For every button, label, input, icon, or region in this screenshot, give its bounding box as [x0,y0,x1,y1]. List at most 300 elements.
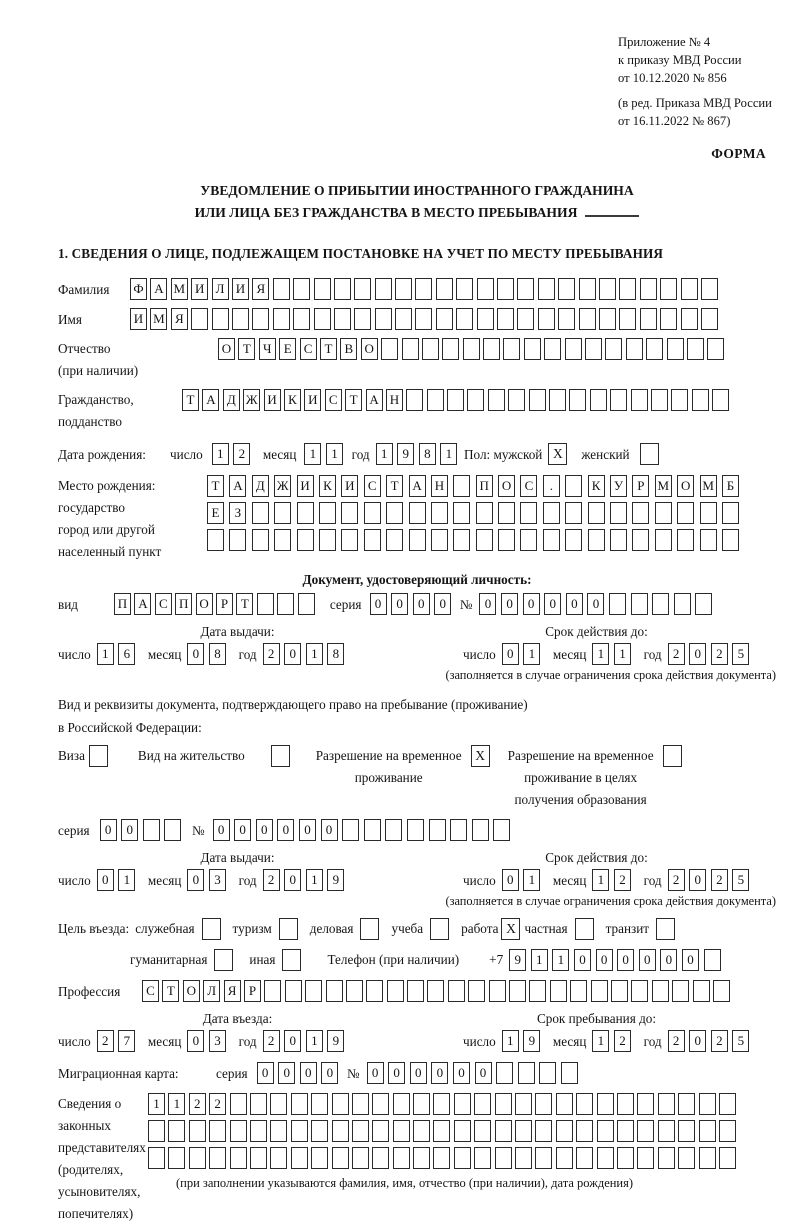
char-box[interactable] [319,529,336,551]
char-box[interactable]: Л [203,980,220,1002]
char-box[interactable]: 0 [367,1062,384,1084]
char-box[interactable] [250,1147,267,1169]
char-box[interactable] [436,278,453,300]
char-box[interactable] [285,980,302,1002]
char-box[interactable]: 0 [544,593,561,615]
char-box[interactable]: Р [216,593,233,615]
profession-input[interactable] [142,980,733,1002]
char-box[interactable] [556,1093,573,1115]
char-box[interactable] [569,389,586,411]
char-box[interactable] [305,980,322,1002]
char-box[interactable]: 1 [523,643,540,665]
char-box[interactable]: Ф [130,278,147,300]
char-box[interactable]: 1 [148,1093,165,1115]
permit-issue-month-input[interactable] [187,869,230,891]
char-box[interactable]: 1 [97,643,114,665]
char-box[interactable] [229,529,246,551]
char-box[interactable] [453,502,470,524]
char-box[interactable] [474,1093,491,1115]
char-box[interactable] [585,338,602,360]
char-box[interactable] [495,1147,512,1169]
char-box[interactable]: И [264,389,281,411]
char-box[interactable] [274,529,291,551]
char-box[interactable]: Т [236,593,253,615]
char-box[interactable] [701,278,718,300]
char-box[interactable] [442,338,459,360]
char-box[interactable] [631,980,648,1002]
char-box[interactable] [293,278,310,300]
char-box[interactable]: 0 [121,819,138,841]
char-box[interactable] [415,308,432,330]
char-box[interactable]: 0 [639,949,656,971]
char-box[interactable] [660,308,677,330]
char-box[interactable] [364,529,381,551]
char-box[interactable]: 0 [501,593,518,615]
char-box[interactable] [619,308,636,330]
char-box[interactable] [529,389,546,411]
char-box[interactable] [453,475,470,497]
char-box[interactable] [543,502,560,524]
char-box[interactable] [556,1120,573,1142]
char-box[interactable]: Л [212,278,229,300]
char-box[interactable]: 0 [257,1062,274,1084]
char-box[interactable]: К [319,475,336,497]
char-box[interactable]: 1 [306,643,323,665]
char-box[interactable]: 1 [304,443,321,465]
char-box[interactable]: П [476,475,493,497]
char-box[interactable]: 1 [531,949,548,971]
char-box[interactable]: Т [320,338,337,360]
char-box[interactable]: 0 [213,819,230,841]
char-box[interactable]: 1 [376,443,393,465]
char-box[interactable] [597,1120,614,1142]
char-box[interactable] [409,502,426,524]
char-box[interactable] [544,338,561,360]
char-box[interactable] [677,529,694,551]
char-box[interactable]: Я [171,308,188,330]
char-box[interactable] [334,308,351,330]
permit-issue-year-input[interactable] [263,869,349,891]
char-box[interactable]: 2 [668,643,685,665]
char-box[interactable] [543,529,560,551]
stay-month-input[interactable] [592,1030,635,1052]
char-box[interactable]: Е [207,502,224,524]
char-box[interactable]: 0 [284,869,301,891]
phone-input[interactable] [509,949,725,971]
char-box[interactable]: 0 [391,593,408,615]
char-box[interactable] [692,389,709,411]
char-box[interactable] [655,529,672,551]
char-box[interactable]: Б [722,475,739,497]
char-box[interactable]: 2 [711,643,728,665]
char-box[interactable] [674,593,691,615]
char-box[interactable] [252,502,269,524]
char-box[interactable] [508,389,525,411]
id-valid-day-input[interactable] [502,643,545,665]
char-box[interactable] [632,529,649,551]
char-box[interactable]: 8 [209,643,226,665]
char-box[interactable] [617,1147,634,1169]
char-box[interactable] [366,980,383,1002]
char-box[interactable]: У [610,475,627,497]
char-box[interactable] [332,1147,349,1169]
char-box[interactable] [291,1147,308,1169]
char-box[interactable] [515,1120,532,1142]
char-box[interactable] [354,278,371,300]
char-box[interactable] [450,819,467,841]
char-box[interactable] [520,502,537,524]
char-box[interactable]: Р [244,980,261,1002]
char-box[interactable] [599,278,616,300]
char-box[interactable]: 6 [118,643,135,665]
char-box[interactable]: 2 [668,869,685,891]
char-box[interactable] [277,593,294,615]
char-box[interactable] [610,529,627,551]
checkbox-business[interactable] [360,918,379,940]
char-box[interactable]: 9 [397,443,414,465]
char-box[interactable] [722,502,739,524]
entry-month-input[interactable] [187,1030,230,1052]
char-box[interactable] [515,1147,532,1169]
char-box[interactable] [565,475,582,497]
char-box[interactable] [375,278,392,300]
char-box[interactable]: 0 [284,643,301,665]
char-box[interactable] [474,1147,491,1169]
permit-issue-day-input[interactable] [97,869,140,891]
char-box[interactable]: 3 [209,1030,226,1052]
char-box[interactable]: 2 [209,1093,226,1115]
char-box[interactable] [257,593,274,615]
char-box[interactable]: 0 [299,819,316,841]
char-box[interactable]: 1 [502,1030,519,1052]
char-box[interactable] [250,1120,267,1142]
char-box[interactable] [651,389,668,411]
char-box[interactable] [332,1093,349,1115]
char-box[interactable] [270,1093,287,1115]
char-box[interactable] [538,308,555,330]
char-box[interactable] [699,1093,716,1115]
char-box[interactable]: 0 [256,819,273,841]
char-box[interactable] [341,529,358,551]
char-box[interactable]: С [364,475,381,497]
char-box[interactable] [520,529,537,551]
char-box[interactable]: Т [182,389,199,411]
char-box[interactable]: 2 [711,1030,728,1052]
char-box[interactable] [570,980,587,1002]
char-box[interactable] [209,1147,226,1169]
char-box[interactable]: 0 [502,869,519,891]
citizenship-input[interactable] [182,389,733,411]
char-box[interactable] [250,1093,267,1115]
char-box[interactable]: Т [345,389,362,411]
char-box[interactable]: А [366,389,383,411]
char-box[interactable] [681,278,698,300]
char-box[interactable]: Д [223,389,240,411]
checkbox-transit[interactable] [656,918,675,940]
char-box[interactable] [148,1120,165,1142]
char-box[interactable]: 0 [689,1030,706,1052]
char-box[interactable] [719,1120,736,1142]
char-box[interactable]: 0 [431,1062,448,1084]
char-box[interactable] [191,308,208,330]
char-box[interactable] [558,308,575,330]
char-box[interactable] [352,1147,369,1169]
char-box[interactable] [468,980,485,1002]
char-box[interactable] [617,1120,634,1142]
char-box[interactable] [456,278,473,300]
permit-number-input[interactable] [213,819,515,841]
char-box[interactable]: 0 [682,949,699,971]
char-box[interactable] [415,278,432,300]
char-box[interactable] [395,308,412,330]
char-box[interactable]: 0 [321,819,338,841]
char-box[interactable] [713,980,730,1002]
char-box[interactable]: 0 [587,593,604,615]
char-box[interactable] [497,308,514,330]
char-box[interactable] [550,980,567,1002]
id-issue-day-input[interactable] [97,643,140,665]
char-box[interactable] [605,338,622,360]
char-box[interactable] [722,529,739,551]
char-box[interactable] [232,308,249,330]
char-box[interactable] [297,502,314,524]
char-box[interactable] [407,980,424,1002]
char-box[interactable]: К [284,389,301,411]
char-box[interactable] [467,389,484,411]
char-box[interactable] [667,338,684,360]
char-box[interactable] [454,1093,471,1115]
representatives-line3[interactable] [148,1147,739,1169]
char-box[interactable] [413,1120,430,1142]
char-box[interactable] [701,308,718,330]
char-box[interactable]: И [304,389,321,411]
checkbox-other[interactable] [282,949,301,971]
surname-input[interactable] [130,278,721,300]
char-box[interactable]: 0 [566,593,583,615]
char-box[interactable] [617,1093,634,1115]
char-box[interactable]: Я [224,980,241,1002]
id-number-input[interactable] [479,593,717,615]
char-box[interactable] [413,1147,430,1169]
char-box[interactable]: 0 [479,593,496,615]
char-box[interactable]: Н [386,389,403,411]
char-box[interactable] [597,1147,614,1169]
char-box[interactable]: 1 [306,1030,323,1052]
char-box[interactable] [678,1147,695,1169]
char-box[interactable] [497,278,514,300]
char-box[interactable] [565,529,582,551]
char-box[interactable] [719,1147,736,1169]
char-box[interactable]: 0 [234,819,251,841]
char-box[interactable] [588,529,605,551]
char-box[interactable]: М [700,475,717,497]
char-box[interactable]: 1 [440,443,457,465]
permit-valid-year-input[interactable] [668,869,754,891]
char-box[interactable] [168,1120,185,1142]
char-box[interactable] [431,529,448,551]
char-box[interactable]: С [155,593,172,615]
char-box[interactable]: А [150,278,167,300]
char-box[interactable] [632,502,649,524]
char-box[interactable] [538,278,555,300]
char-box[interactable] [517,278,534,300]
char-box[interactable] [576,1147,593,1169]
char-box[interactable] [456,308,473,330]
char-box[interactable]: И [191,278,208,300]
char-box[interactable] [273,308,290,330]
char-box[interactable] [707,338,724,360]
char-box[interactable] [700,529,717,551]
checkbox-study[interactable] [430,918,449,940]
char-box[interactable] [509,980,526,1002]
char-box[interactable] [529,980,546,1002]
char-box[interactable] [164,819,181,841]
birth-month-input[interactable] [304,443,347,465]
char-box[interactable] [476,529,493,551]
char-box[interactable] [652,980,669,1002]
char-box[interactable]: 5 [732,1030,749,1052]
char-box[interactable]: 2 [263,869,280,891]
char-box[interactable]: 0 [187,643,204,665]
char-box[interactable] [498,529,515,551]
checkbox-temp-residence[interactable]: X [471,745,490,767]
char-box[interactable] [483,338,500,360]
char-box[interactable]: 0 [300,1062,317,1084]
char-box[interactable] [588,502,605,524]
char-box[interactable] [252,529,269,551]
char-box[interactable] [433,1120,450,1142]
char-box[interactable] [477,278,494,300]
char-box[interactable]: И [130,308,147,330]
char-box[interactable] [212,308,229,330]
char-box[interactable] [319,502,336,524]
char-box[interactable] [407,819,424,841]
char-box[interactable]: О [196,593,213,615]
char-box[interactable]: 0 [617,949,634,971]
char-box[interactable]: 0 [370,593,387,615]
char-box[interactable] [143,819,160,841]
char-box[interactable] [413,1093,430,1115]
char-box[interactable] [189,1147,206,1169]
id-valid-year-input[interactable] [668,643,754,665]
char-box[interactable] [168,1147,185,1169]
char-box[interactable] [372,1147,389,1169]
char-box[interactable] [637,1147,654,1169]
char-box[interactable]: 0 [689,643,706,665]
char-box[interactable]: 8 [419,443,436,465]
char-box[interactable]: 2 [668,1030,685,1052]
char-box[interactable] [463,338,480,360]
char-box[interactable]: 0 [596,949,613,971]
id-series-input[interactable] [370,593,456,615]
char-box[interactable]: Я [252,278,269,300]
char-box[interactable]: 1 [212,443,229,465]
char-box[interactable]: 0 [410,1062,427,1084]
char-box[interactable] [591,980,608,1002]
char-box[interactable] [556,1147,573,1169]
char-box[interactable] [518,1062,535,1084]
char-box[interactable] [274,502,291,524]
char-box[interactable] [298,593,315,615]
char-box[interactable]: 0 [100,819,117,841]
char-box[interactable] [311,1120,328,1142]
char-box[interactable] [610,502,627,524]
char-box[interactable] [678,1093,695,1115]
char-box[interactable] [148,1147,165,1169]
char-box[interactable]: 2 [614,1030,631,1052]
char-box[interactable]: 0 [97,869,114,891]
name-input[interactable] [130,308,721,330]
char-box[interactable]: Д [252,475,269,497]
char-box[interactable] [687,338,704,360]
char-box[interactable] [448,980,465,1002]
char-box[interactable] [393,1147,410,1169]
char-box[interactable] [695,593,712,615]
char-box[interactable]: 1 [552,949,569,971]
char-box[interactable] [314,308,331,330]
char-box[interactable] [579,308,596,330]
id-valid-month-input[interactable] [592,643,635,665]
char-box[interactable]: Т [238,338,255,360]
char-box[interactable] [535,1147,552,1169]
char-box[interactable] [637,1120,654,1142]
char-box[interactable] [498,502,515,524]
char-box[interactable]: В [340,338,357,360]
char-box[interactable]: С [325,389,342,411]
char-box[interactable]: 8 [327,643,344,665]
char-box[interactable] [658,1093,675,1115]
char-box[interactable] [712,389,729,411]
char-box[interactable]: О [218,338,235,360]
char-box[interactable] [599,308,616,330]
char-box[interactable] [207,529,224,551]
char-box[interactable] [496,1062,513,1084]
birth-place-line1[interactable] [207,475,744,497]
char-box[interactable]: И [297,475,314,497]
char-box[interactable] [517,308,534,330]
char-box[interactable] [270,1120,287,1142]
char-box[interactable] [658,1120,675,1142]
char-box[interactable]: 1 [614,643,631,665]
char-box[interactable]: 5 [732,869,749,891]
char-box[interactable] [631,389,648,411]
char-box[interactable] [291,1120,308,1142]
char-box[interactable]: 1 [168,1093,185,1115]
char-box[interactable]: 1 [592,1030,609,1052]
char-box[interactable] [677,502,694,524]
char-box[interactable]: 0 [277,819,294,841]
char-box[interactable] [609,593,626,615]
char-box[interactable]: 2 [263,643,280,665]
char-box[interactable] [472,819,489,841]
char-box[interactable] [678,1120,695,1142]
char-box[interactable]: 2 [614,869,631,891]
char-box[interactable]: О [498,475,515,497]
char-box[interactable] [189,1120,206,1142]
char-box[interactable] [406,389,423,411]
char-box[interactable] [681,308,698,330]
char-box[interactable] [230,1093,247,1115]
char-box[interactable] [372,1093,389,1115]
char-box[interactable] [503,338,520,360]
char-box[interactable]: А [202,389,219,411]
char-box[interactable]: 1 [592,643,609,665]
char-box[interactable]: 1 [118,869,135,891]
char-box[interactable] [293,308,310,330]
char-box[interactable] [326,980,343,1002]
char-box[interactable] [453,529,470,551]
char-box[interactable]: А [409,475,426,497]
